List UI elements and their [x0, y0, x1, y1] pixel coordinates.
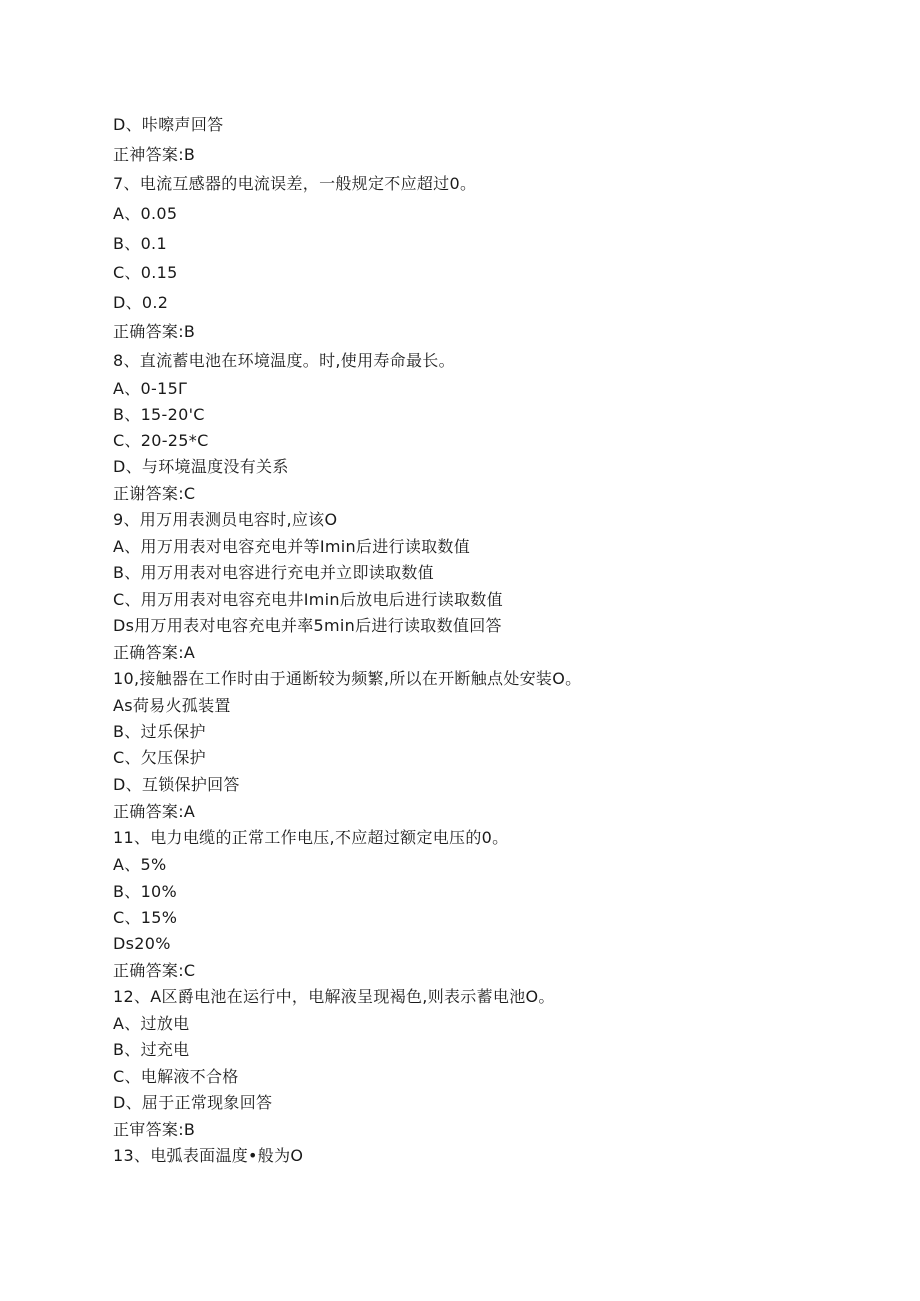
option-line: D、0.2 — [113, 293, 169, 312]
answer-line: 正确答案:C — [113, 961, 196, 980]
option-line: C、电解液不合格 — [113, 1067, 239, 1086]
question-line: 12、A区爵电池在运行中，电解液呈现褐色,则表示蓄电池O。 — [113, 987, 555, 1006]
option-line: C、15% — [113, 908, 178, 927]
question-line: 8、直流蓄电池在环境温度。时,使用寿命最长。 — [113, 351, 455, 370]
option-line: B、过乐保护 — [113, 722, 206, 741]
option-line: B、0.1 — [113, 234, 167, 253]
option-line: Ds用万用表对电容充电并率5min后进行读取数值回答 — [113, 616, 502, 635]
option-line: C、0.15 — [113, 263, 178, 282]
option-line: Ds20% — [113, 934, 171, 953]
option-line: B、10% — [113, 882, 178, 901]
option-line: A、0-15Γ — [113, 379, 188, 398]
question-line: 9、用万用表测员电容时,应该O — [113, 510, 338, 529]
option-line: As荷易火孤装置 — [113, 696, 231, 715]
option-line: B、用万用表对电容进行充电并立即读取数值 — [113, 563, 434, 582]
option-line: A、5% — [113, 855, 167, 874]
answer-line: 正确答案:A — [113, 643, 196, 662]
option-line: A、用万用表对电容充电并等Imin后进行读取数值 — [113, 537, 471, 556]
option-line: B、过充电 — [113, 1040, 190, 1059]
option-line: A、0.05 — [113, 204, 178, 223]
text-line: D、咔嚓声回答 — [113, 115, 224, 134]
question-line: 7、电流互感器的电流误差，一般规定不应超过0。 — [113, 174, 477, 193]
question-line: 13、电弧表面温度•般为O — [113, 1146, 304, 1165]
answer-line: 正确答案:A — [113, 802, 196, 821]
option-line: D、屈于正常现象回答 — [113, 1093, 273, 1112]
answer-line: 正谢答案:C — [113, 484, 196, 503]
option-line: C、欠压保护 — [113, 748, 206, 767]
option-line: C、20-25*C — [113, 431, 209, 450]
question-line: 10,接触器在工作时由于通断较为频繁,所以在开断触点处安装O。 — [113, 669, 582, 688]
answer-line: 正审答案:B — [113, 1120, 196, 1139]
answer-line: 正神答案:B — [113, 145, 196, 164]
question-line: 11、电力电缆的正常工作电压,不应超过额定电压的0。 — [113, 828, 509, 847]
option-line: D、与环境温度没有关系 — [113, 457, 289, 476]
answer-line: 正确答案:B — [113, 322, 196, 341]
option-line: C、用万用表对电容充电井Imin后放电后进行读取数值 — [113, 590, 503, 609]
option-line: A、过放电 — [113, 1014, 190, 1033]
option-line: B、15-20'C — [113, 405, 205, 424]
option-line: D、互锁保护回答 — [113, 775, 240, 794]
